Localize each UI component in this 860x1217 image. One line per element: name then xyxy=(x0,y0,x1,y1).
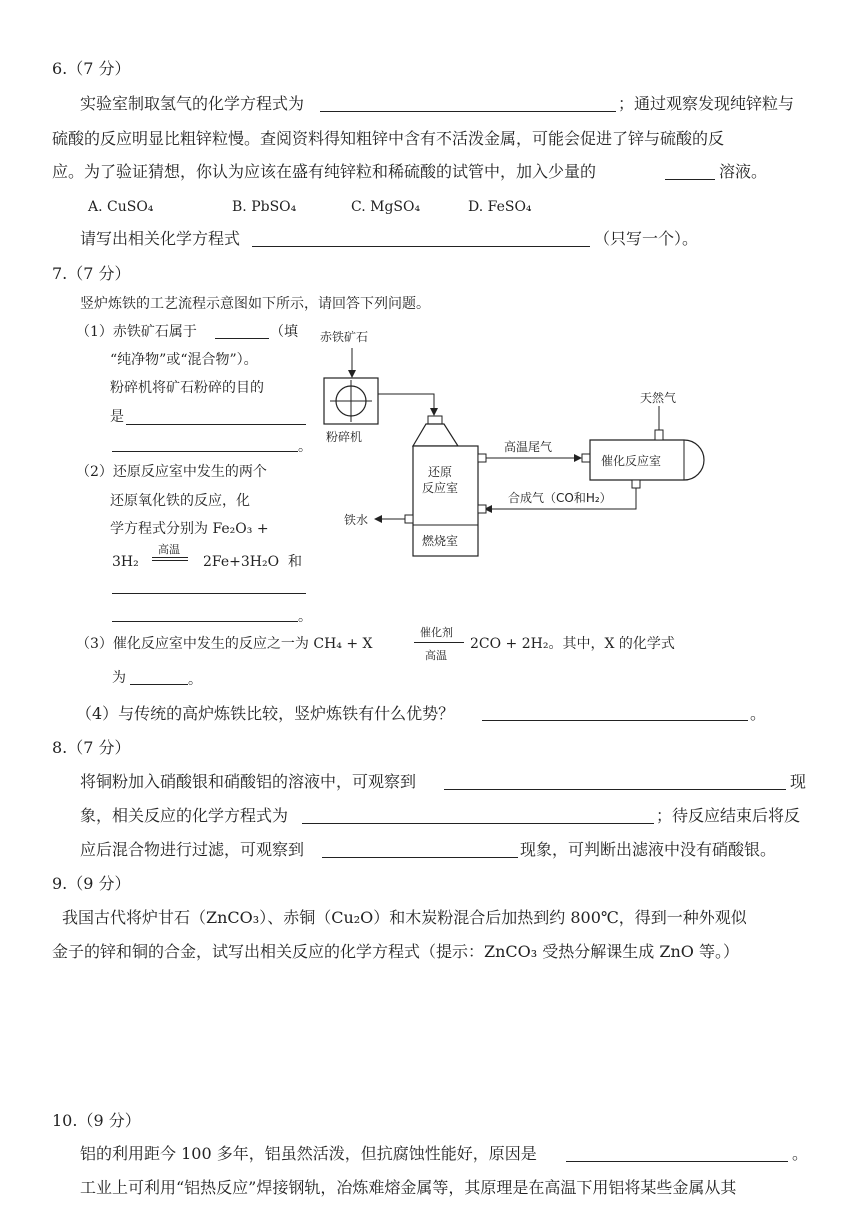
fig-syngas-port xyxy=(632,480,640,488)
q7-part2-arrow-top xyxy=(152,557,188,558)
q7-blank-3[interactable] xyxy=(112,451,298,452)
q7-heading: 7.（7 分） xyxy=(52,264,131,283)
q7-part2-c: 学方程式分别为 Fe₂O₃ + xyxy=(110,521,269,537)
q7-part3-c: 为 xyxy=(112,670,126,686)
q8-blank-3[interactable] xyxy=(322,857,518,858)
q7-blank-4[interactable] xyxy=(112,593,306,594)
fig-burn-label: 燃烧室 xyxy=(422,534,459,548)
fig-ore-arrowhead xyxy=(348,370,356,378)
q6-option-c: C. MgSO₄ xyxy=(351,199,421,215)
q8-line2-end: ；待反应结束后将反 xyxy=(656,806,801,825)
q8-line2: 象，相关反应的化学方程式为 xyxy=(80,806,289,825)
q7-part2-d: 3H₂ xyxy=(112,554,139,570)
fig-iron-port xyxy=(405,515,413,523)
q7-part3-d: 。 xyxy=(188,672,202,688)
q6-line1-end: ；通过观察发现纯锌粒与 xyxy=(618,94,795,113)
q8-line1: 将铜粉加入硝酸银和硝酸铝的溶液中，可观察到 xyxy=(80,772,417,791)
q7-blank-5[interactable] xyxy=(112,621,298,622)
fig-cat-port xyxy=(582,454,590,462)
q7-part3-b: 2CO + 2H₂。其中，X 的化学式 xyxy=(470,636,675,652)
fig-syngas-label: 合成气（CO和H₂） xyxy=(508,491,612,505)
fig-furnace-cone xyxy=(413,424,458,446)
fig-gas-label: 天然气 xyxy=(640,391,677,405)
q7-part3-a: （3）催化反应室中发生的反应之一为 CH₄ + X xyxy=(76,636,373,652)
q7-blank-2[interactable] xyxy=(126,424,306,425)
q8-line1-end: 现 xyxy=(790,772,807,791)
q10-line2: 工业上可利用“铝热反应”焊接钢轨，冶炼难熔金属等，其原理是在高温下用铝将某些金属从其 xyxy=(80,1178,737,1197)
q7-part1-d: 粉碎机将矿石粉碎的目的 xyxy=(110,380,264,396)
fig-cat-label: 催化反应室 xyxy=(601,454,662,468)
q8-line3-end: 现象，可判断出滤液中没有硝酸银。 xyxy=(520,840,777,859)
fig-tail-label: 高温尾气 xyxy=(504,440,553,454)
fig-crusher-to-furnace xyxy=(378,394,434,410)
q10-heading: 10.（9 分） xyxy=(52,1111,141,1130)
q10-line1: 铝的利用距今 100 多年，铝虽然活泼，但抗腐蚀性能好，原因是 xyxy=(80,1144,537,1163)
q6-line5-end: （只写一个）。 xyxy=(594,229,699,248)
fig-crusher-arrowhead xyxy=(430,408,438,416)
q7-part3-bar xyxy=(414,642,464,643)
q7-blank-1[interactable] xyxy=(215,338,269,339)
q6-blank-equation2[interactable] xyxy=(252,246,590,247)
q7-blank-7[interactable] xyxy=(482,720,748,721)
q7-part3-temp: 高温 xyxy=(425,649,447,662)
q7-part2-end: 。 xyxy=(298,609,312,625)
q7-flowchart xyxy=(318,322,718,572)
q7-part4-b: 。 xyxy=(750,704,767,723)
q7-part4-a: （4）与传统的高炉炼铁比较，竖炉炼铁有什么优势？ xyxy=(76,704,455,723)
fig-ore-label: 赤铁矿石 xyxy=(320,330,369,344)
q7-part2-b: 还原氧化铁的反应，化 xyxy=(110,493,250,509)
fig-reduce-label-2: 反应室 xyxy=(422,481,459,495)
fig-gas-port xyxy=(655,430,663,440)
q7-part2-condition: 高温 xyxy=(158,543,180,556)
q6-line3-end: 溶液。 xyxy=(719,162,768,181)
q9-heading: 9.（9 分） xyxy=(52,874,131,893)
q7-part2-e: 2Fe+3H₂O xyxy=(203,554,280,570)
q9-line2: 金子的锌和铜的合金，试写出相关反应的化学方程式（提示：ZnCO₃ 受热分解课生成 ZnO 等。） xyxy=(52,942,739,961)
q6-line3: 应。为了验证猜想，你认为应该在盛有纯锌粒和稀硫酸的试管中，加入少量的 xyxy=(52,162,597,181)
q10-blank-1[interactable] xyxy=(566,1161,788,1162)
q7-intro: 竖炉炼铁的工艺流程示意图如下所示，请回答下列问题。 xyxy=(80,296,430,312)
q6-option-d: D. FeSO₄ xyxy=(468,199,532,215)
fig-furnace-top xyxy=(428,416,442,424)
q7-part2-f: 和 xyxy=(288,554,302,570)
q7-part1-end: 。 xyxy=(298,439,312,455)
q8-blank-1[interactable] xyxy=(444,789,786,790)
q6-line5: 请写出相关化学方程式 xyxy=(80,229,241,248)
q6-line2: 硫酸的反应明显比粗锌粒慢。查阅资料得知粗锌中含有不活泼金属，可能会促进了锌与硫酸的反 xyxy=(52,129,725,148)
q6-option-b: B. PbSO₄ xyxy=(232,199,297,215)
q7-part2-a: （2）还原反应室中发生的两个 xyxy=(76,464,267,480)
q6-blank-equation[interactable] xyxy=(320,111,616,112)
q8-heading: 8.（7 分） xyxy=(52,738,131,757)
q7-part1-b: （填 xyxy=(270,324,298,340)
q10-line1-end: 。 xyxy=(792,1144,809,1163)
q7-blank-6[interactable] xyxy=(130,684,188,685)
fig-syngas-inport xyxy=(478,505,486,513)
q8-line3: 应后混合物进行过滤，可观察到 xyxy=(80,840,305,859)
q6-blank-solution[interactable] xyxy=(665,179,715,180)
q7-part1-e: 是 xyxy=(110,409,124,425)
q6-line1: 实验室制取氢气的化学方程式为 xyxy=(80,94,305,113)
q7-part1-a: （1）赤铁矿石属于 xyxy=(76,324,197,340)
q7-part1-c: “纯净物”或“混合物”）。 xyxy=(110,352,258,368)
fig-iron-label: 铁水 xyxy=(344,513,369,527)
q6-option-a: A. CuSO₄ xyxy=(88,199,154,215)
q7-part2-arrow-bottom xyxy=(152,560,188,561)
fig-crusher-label: 粉碎机 xyxy=(326,430,363,444)
fig-tail-arrowhead xyxy=(574,454,582,462)
fig-tail-port xyxy=(478,454,486,462)
q6-heading: 6.（7 分） xyxy=(52,59,131,78)
q8-blank-2[interactable] xyxy=(302,823,654,824)
fig-reduce-label-1: 还原 xyxy=(428,465,453,479)
q9-line1: 我国古代将炉甘石（ZnCO₃）、赤铜（Cu₂O）和木炭粉混合后加热到约 800℃，得到一种外观似 xyxy=(62,908,747,927)
fig-iron-arrowhead xyxy=(374,515,382,523)
q7-part3-catalyst: 催化剂 xyxy=(420,626,453,639)
